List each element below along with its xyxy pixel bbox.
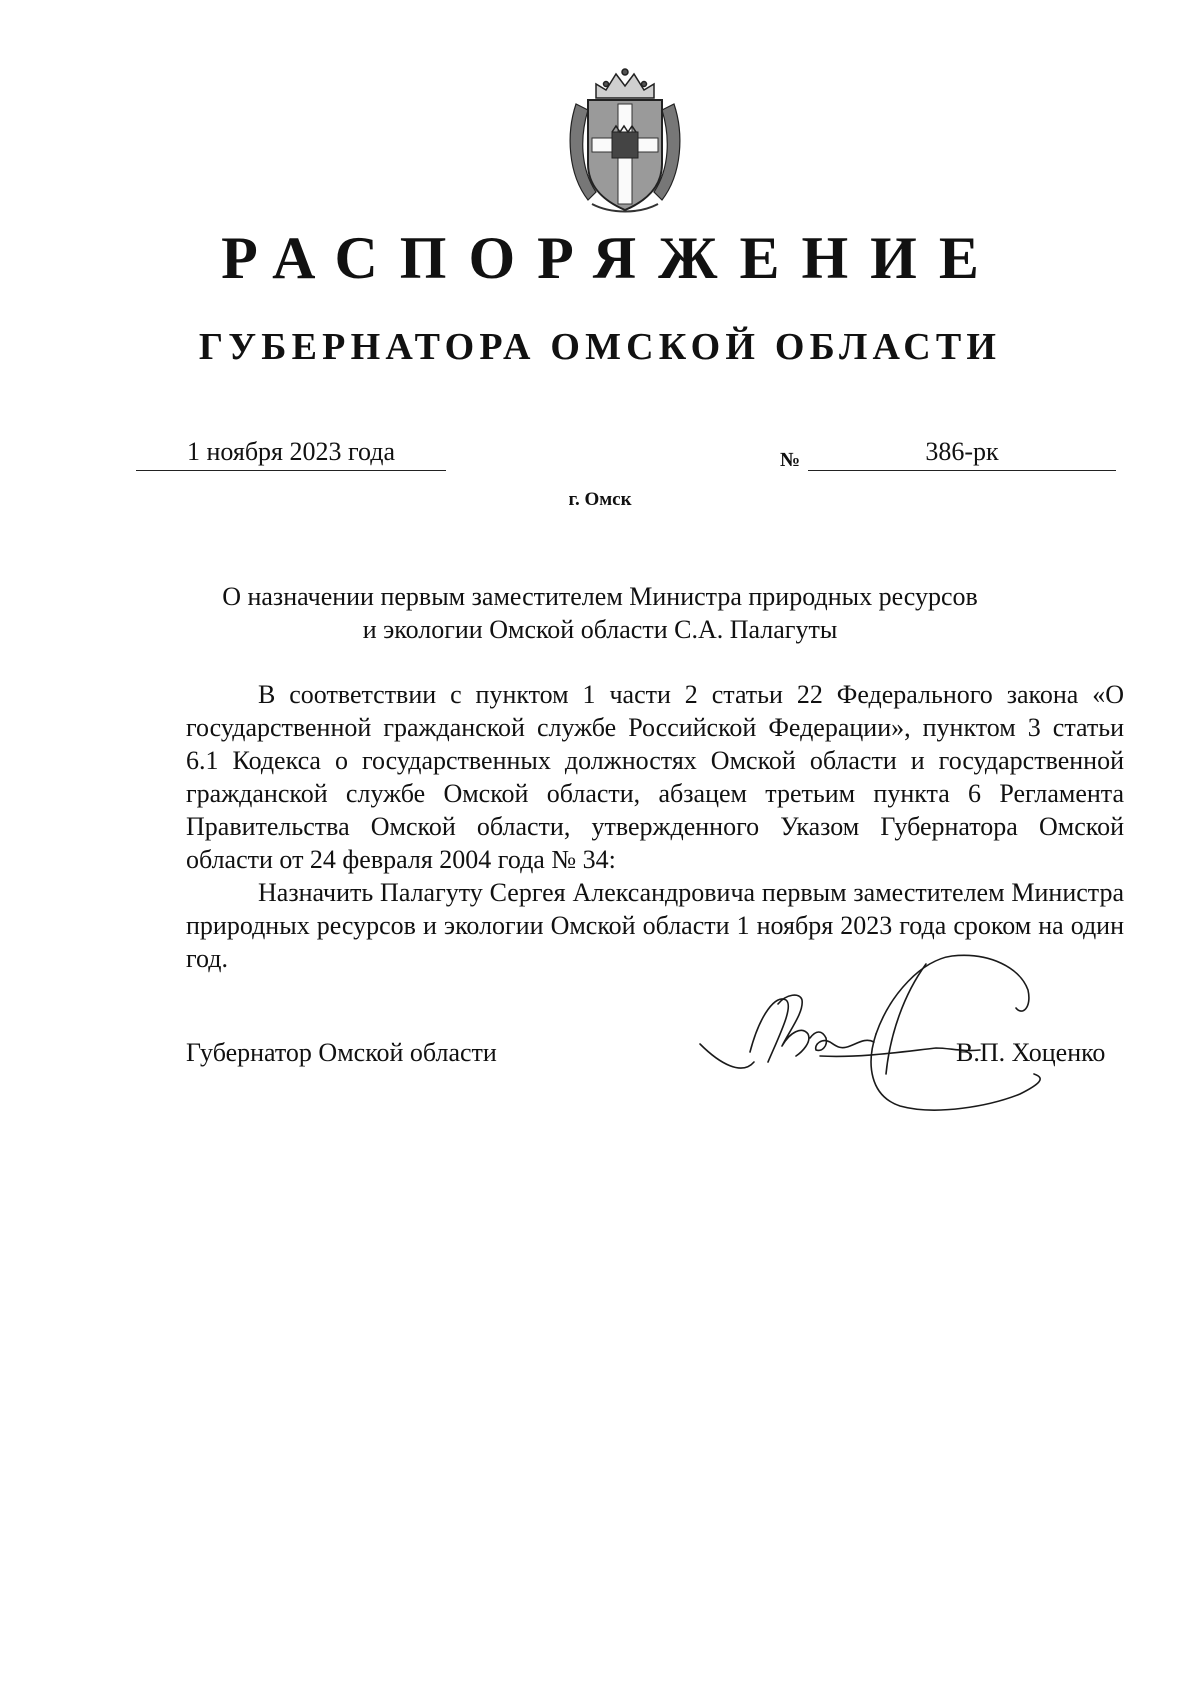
document-heading — [200, 580, 1000, 646]
coat-of-arms-icon — [566, 64, 684, 214]
document-city: г. Омск — [568, 489, 632, 510]
body-paragraph: В соответствии с пунктом 1 части 2 статьи 22 Федерального закона «О государственной гражданской службе Российской Федерации», пунктом 3 статьи 6.1 Кодекса о государственных должностях Омской области и государственной гражданской службе Омской области, абзацем третьим пункта 6 Регламента Правительства Омской области, утвержденного Указом Губернатора Омской области от 24 февраля 2004 года № 34: — [186, 680, 1124, 874]
document-body — [186, 678, 1124, 975]
number-sign: № — [780, 449, 801, 471]
heading-line: О назначении первым заместителем Министра природных ресурсов — [222, 582, 978, 611]
signature-icon — [690, 934, 1090, 1114]
body-paragraph: Назначить Палагуту Сергея Александровича первым заместителем Министра природных ресурсов и экологии Омской области 1 ноября 2023 года сроком на один год. — [186, 878, 1124, 973]
heading-line: и экологии Омской области С.А. Палагуты — [362, 615, 838, 644]
signer-name: В.П. Хоценко — [956, 1038, 1106, 1067]
document-number: 386-рк — [808, 436, 1116, 471]
document-subtitle: ГУБЕРНАТОРА ОМСКОЙ ОБЛАСТИ — [198, 326, 1002, 368]
document-date: 1 ноября 2023 года — [136, 436, 446, 471]
signer-title: Губернатор Омской области — [186, 1038, 497, 1067]
document-title: РАСПОРЯЖЕНИЕ — [221, 225, 1001, 291]
